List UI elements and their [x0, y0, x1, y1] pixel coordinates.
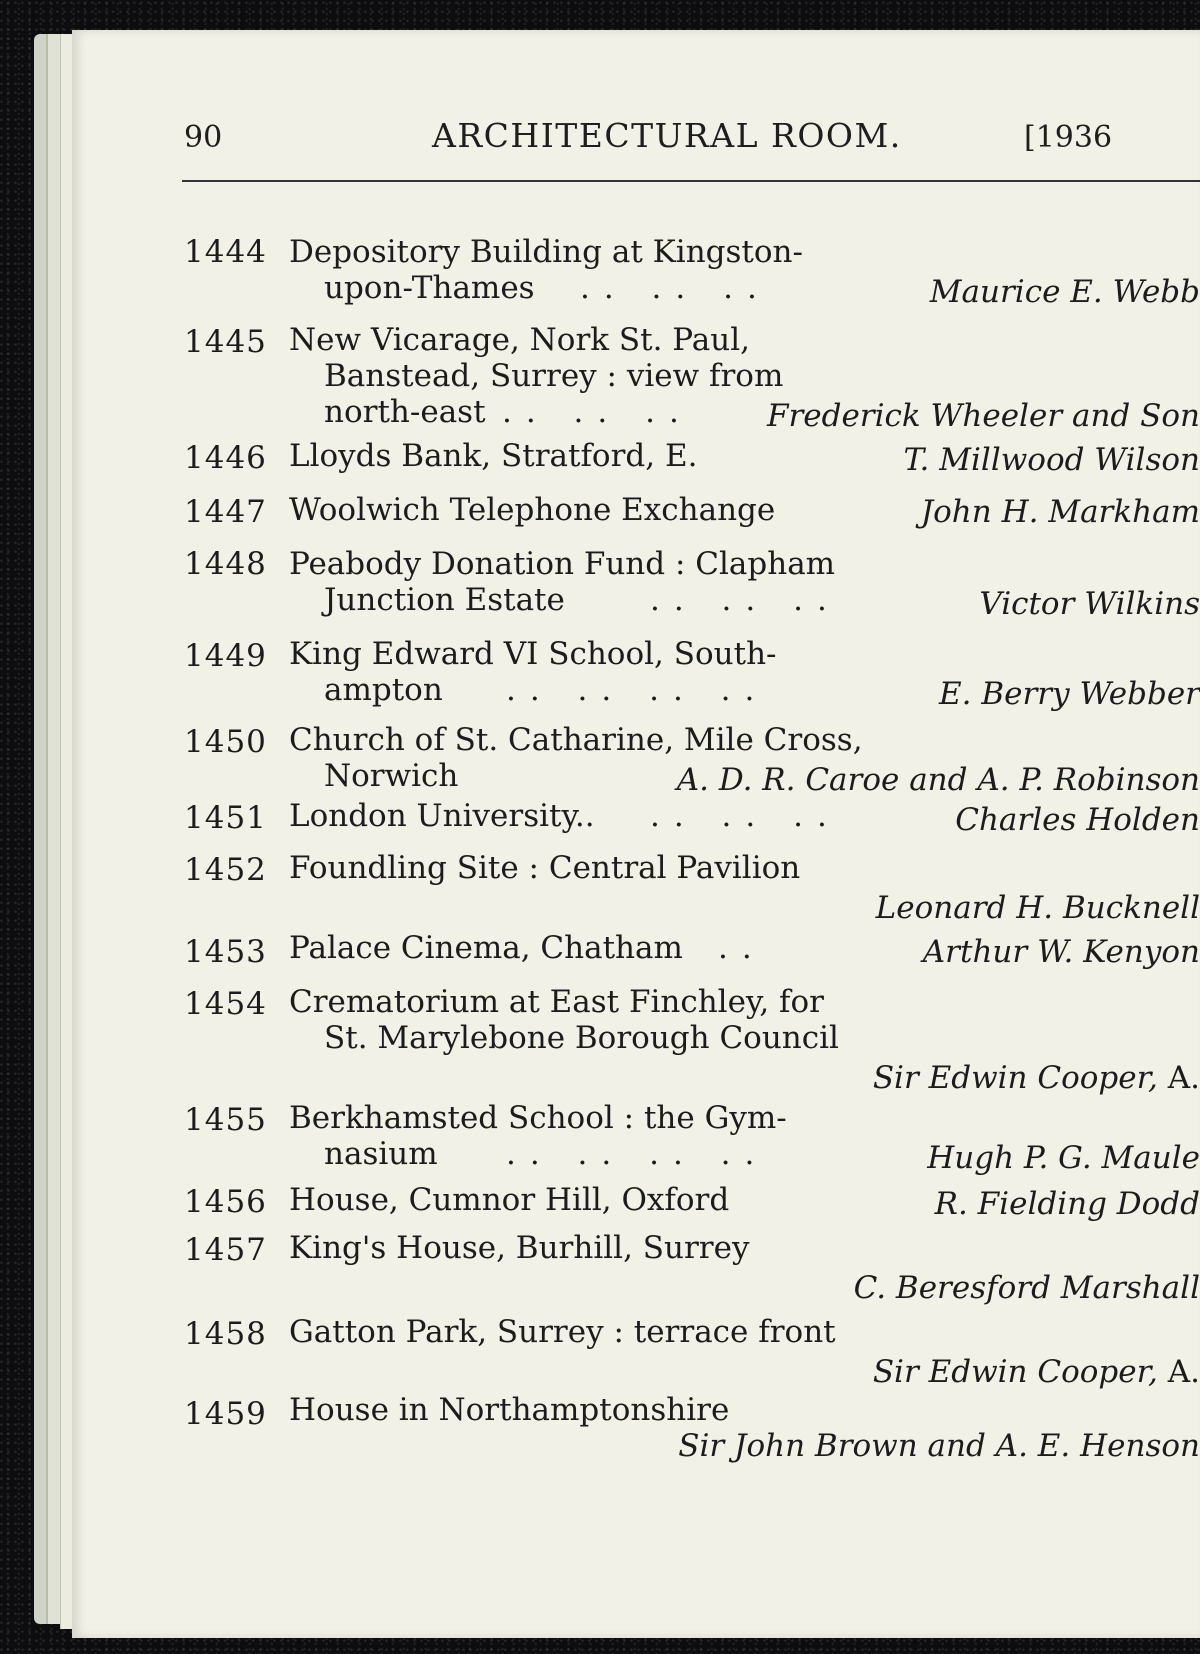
- entry-title-line: St. Marylebone Borough Council: [324, 1020, 839, 1056]
- entry-number: 1451: [184, 800, 267, 836]
- entry-title-line: upon-Thames: [324, 270, 535, 306]
- book-page: [72, 30, 1200, 1638]
- leader-dots: ..: [718, 930, 766, 966]
- entry-number: 1457: [184, 1232, 267, 1268]
- entry-number: 1453: [184, 934, 267, 970]
- entry-title-line: ampton: [324, 672, 443, 708]
- entry-title-line: Church of St. Catharine, Mile Cross,: [289, 722, 863, 758]
- entry-title-line: Crematorium at East Finchley, for: [289, 984, 824, 1020]
- entry-title-line: New Vicarage, Nork St. Paul,: [289, 322, 750, 358]
- architect-name: [873, 1354, 1200, 1390]
- architect-name: Leonard H. Bucknell: [875, 890, 1200, 926]
- entry-title-line: Lloyds Bank, Stratford, E.: [289, 438, 698, 474]
- leader-dots: .. .. ..: [650, 798, 841, 834]
- architect-name-text: Sir Edwin Cooper,: [872, 1060, 1158, 1096]
- entry-number: 1446: [184, 440, 267, 476]
- leader-dots: .. .. ..: [650, 582, 841, 618]
- entry-number: 1448: [184, 546, 267, 582]
- architect-name: E. Berry Webber: [938, 676, 1200, 712]
- entry-title-line: House in Northamptonshire: [289, 1392, 730, 1428]
- entry-title-line: Palace Cinema, Chatham: [289, 930, 683, 966]
- entry-number: 1449: [184, 638, 267, 674]
- entry-title-line: Woolwich Telephone Exchange: [289, 492, 776, 528]
- entry-number: 1456: [184, 1184, 267, 1220]
- architect-name: John H. Markham: [920, 494, 1200, 530]
- architect-name: R. Fielding Dodd: [934, 1186, 1200, 1222]
- architect-name: Maurice E. Webb: [929, 274, 1200, 310]
- entry-number: 1452: [184, 852, 267, 888]
- entry-title-line: London University..: [289, 798, 595, 834]
- entry-title-line: Foundling Site : Central Pavilion: [289, 850, 801, 886]
- architect-name: Hugh P. G. Maule: [927, 1140, 1200, 1176]
- page-number: 90: [184, 120, 223, 155]
- architect-name: [873, 1060, 1200, 1096]
- entry-number: 1455: [184, 1102, 267, 1138]
- architect-name: T. Millwood Wilson: [903, 442, 1200, 478]
- entry-title-line: King Edward VI School, South-: [289, 636, 777, 672]
- entry-number: 1444: [184, 234, 267, 270]
- architect-name: Charles Holden: [955, 802, 1200, 838]
- year-label: [1936: [1024, 120, 1113, 155]
- entry-number: 1450: [184, 724, 267, 760]
- architect-suffix: A.: [1167, 1354, 1200, 1390]
- entry-number: 1447: [184, 494, 267, 530]
- entry-title-line: King's House, Burhill, Surrey: [289, 1230, 750, 1266]
- leader-dots: .. .. .. ..: [506, 1136, 769, 1172]
- entry-title-line: House, Cumnor Hill, Oxford: [289, 1182, 730, 1218]
- entry-title-line: Gatton Park, Surrey : terrace front: [289, 1314, 836, 1350]
- architect-name-text: Sir Edwin Cooper,: [872, 1354, 1158, 1390]
- leader-dots: .. .. .. ..: [506, 672, 769, 708]
- entry-title-line: Junction Estate: [324, 582, 565, 618]
- entry-title-line: Peabody Donation Fund : Clapham: [289, 546, 836, 582]
- catalogue-entries: [72, 30, 1200, 1638]
- section-title: ARCHITECTURAL ROOM.: [432, 116, 902, 155]
- entry-number: 1458: [184, 1316, 267, 1352]
- entry-number: 1445: [184, 324, 267, 360]
- entry-title-line: Berkhamsted School : the Gym-: [289, 1100, 787, 1136]
- architect-name: C. Beresford Marshall: [853, 1270, 1200, 1306]
- architect-suffix: A.: [1167, 1060, 1200, 1096]
- architect-name: Victor Wilkins: [979, 586, 1200, 622]
- leader-dots: .. .. ..: [502, 394, 693, 430]
- entry-number: 1459: [184, 1396, 267, 1432]
- entry-title-line: Norwich: [324, 758, 459, 794]
- entry-title-line: nasium: [324, 1136, 438, 1172]
- leader-dots: .. .. ..: [580, 270, 771, 306]
- architect-name: A. D. R. Caroe and A. P. Robinson: [676, 762, 1200, 798]
- architect-name: Sir John Brown and A. E. Henson: [678, 1428, 1200, 1464]
- entry-title-line: Depository Building at Kingston-: [289, 234, 803, 270]
- architect-name: Frederick Wheeler and Son: [766, 398, 1200, 434]
- entry-title-line: north-east: [324, 394, 486, 430]
- entry-number: 1454: [184, 986, 267, 1022]
- architect-name: Arthur W. Kenyon: [922, 934, 1200, 970]
- entry-title-line: Banstead, Surrey : view from: [324, 358, 784, 394]
